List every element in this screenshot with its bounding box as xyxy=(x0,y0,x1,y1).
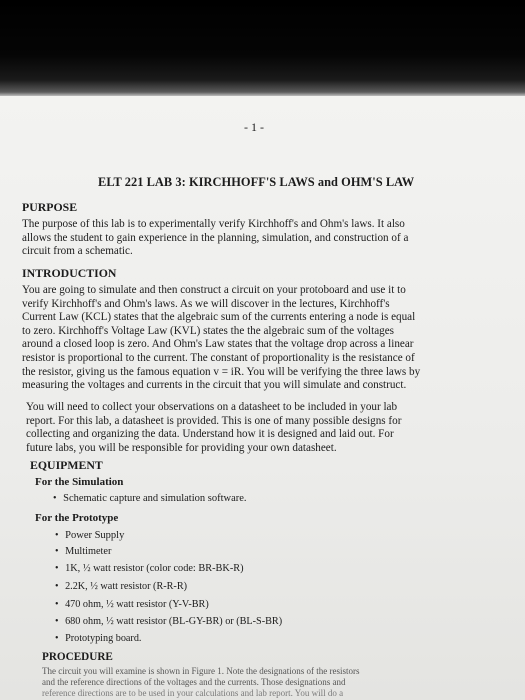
list-item-text: 2.2K, ½ watt resistor (R-R-R) xyxy=(65,581,188,592)
list-item xyxy=(53,493,247,504)
purpose-line: The purpose of this lab is to experimentally verify Kirchhoff's and Ohm's laws. It also xyxy=(22,218,405,230)
list-item xyxy=(55,616,282,627)
simulation-subheading: For the Simulation xyxy=(35,476,124,488)
intro-line: the resistor, giving us the famous equation v = iR. You will be verifying the three laws by xyxy=(22,365,421,378)
list-item-text: Prototyping board. xyxy=(65,633,142,644)
bullet-icon: • xyxy=(53,493,57,504)
purpose-line: allows the student to gain experience in the planning, simulation, and construction of a xyxy=(22,231,409,244)
list-item-text: 680 ohm, ½ watt resistor (BL-GY-BR) or (BL-S-BR) xyxy=(65,616,283,627)
purpose-line: circuit from a schematic. xyxy=(22,245,133,258)
intro-line: verify Kirchhoff's and Ohm's laws. As we will discover in the lectures, Kirchhoff's xyxy=(22,297,390,310)
list-item-text: Multimeter xyxy=(65,546,112,557)
procedure-line: The circuit you will examine is shown in Figure 1. Note the designations of the resistors xyxy=(42,666,360,676)
list-item xyxy=(55,599,209,610)
introduction-paragraph-2 xyxy=(26,401,401,455)
list-item-text: 470 ohm, ½ watt resistor (Y-V-BR) xyxy=(65,599,209,610)
bullet-icon: • xyxy=(55,563,59,574)
intro-line: Current Law (KCL) states that the algebraic sum of the currents entering a node is equal xyxy=(22,311,416,324)
intro-line: measuring the voltages and currents in the circuit that you will simulate and construct. xyxy=(22,379,407,392)
bullet-icon: • xyxy=(55,616,59,627)
intro-line: to zero. Kirchhoff's Voltage Law (KVL) states the the algebraic sum of the voltages xyxy=(22,324,395,337)
intro-line: collecting and organizing the data. Understand how it is designed and laid out. For xyxy=(26,428,394,441)
introduction-heading: INTRODUCTION xyxy=(22,266,117,280)
intro-line: future labs, you will be responsible for providing your own datasheet. xyxy=(26,441,337,454)
equipment-heading: EQUIPMENT xyxy=(30,458,103,472)
list-item xyxy=(55,563,244,574)
bullet-icon: • xyxy=(55,546,59,557)
procedure-line: reference directions are to be used in your calculations and lab report. You will do a xyxy=(42,688,344,698)
bullet-icon: • xyxy=(55,599,59,610)
bullet-icon: • xyxy=(55,530,59,541)
list-item-text: Schematic capture and simulation software. xyxy=(63,493,247,504)
page-number: - 1 - xyxy=(244,120,264,134)
top-dark-band xyxy=(0,0,525,96)
intro-line: around a closed loop is zero. And Ohm's Law states that the voltage drop across a linear xyxy=(22,338,414,351)
intro-line: You will need to collect your observations on a datasheet to be included in your lab xyxy=(26,401,398,413)
prototype-subheading: For the Prototype xyxy=(35,512,119,524)
list-item xyxy=(55,530,124,541)
purpose-heading: PURPOSE xyxy=(22,200,78,214)
list-item xyxy=(55,581,187,592)
procedure-line: and the reference directions of the voltages and the currents. Those designations and xyxy=(42,677,346,687)
bullet-icon: • xyxy=(55,581,59,592)
list-item xyxy=(55,633,141,644)
introduction-paragraph-1 xyxy=(22,284,420,393)
list-item-text: 1K, ½ watt resistor (color code: BR-BK-R) xyxy=(65,563,244,574)
procedure-heading: PROCEDURE xyxy=(42,651,113,663)
procedure-paragraph xyxy=(42,666,359,699)
intro-line: You are going to simulate and then construct a circuit on your protoboard and use it to xyxy=(22,284,406,296)
bullet-icon: • xyxy=(55,633,59,644)
list-item-text: Power Supply xyxy=(65,530,125,541)
intro-line: report. For this lab, a datasheet is provided. This is one of many possible designs for xyxy=(26,414,402,427)
purpose-paragraph xyxy=(22,218,408,259)
list-item xyxy=(55,546,111,557)
document-title: ELT 221 LAB 3: KIRCHHOFF'S LAWS and OHM'S LAW xyxy=(98,175,415,189)
intro-line: resistor is proportional to the current. The constant of proportionality is the resistance of xyxy=(22,351,415,364)
